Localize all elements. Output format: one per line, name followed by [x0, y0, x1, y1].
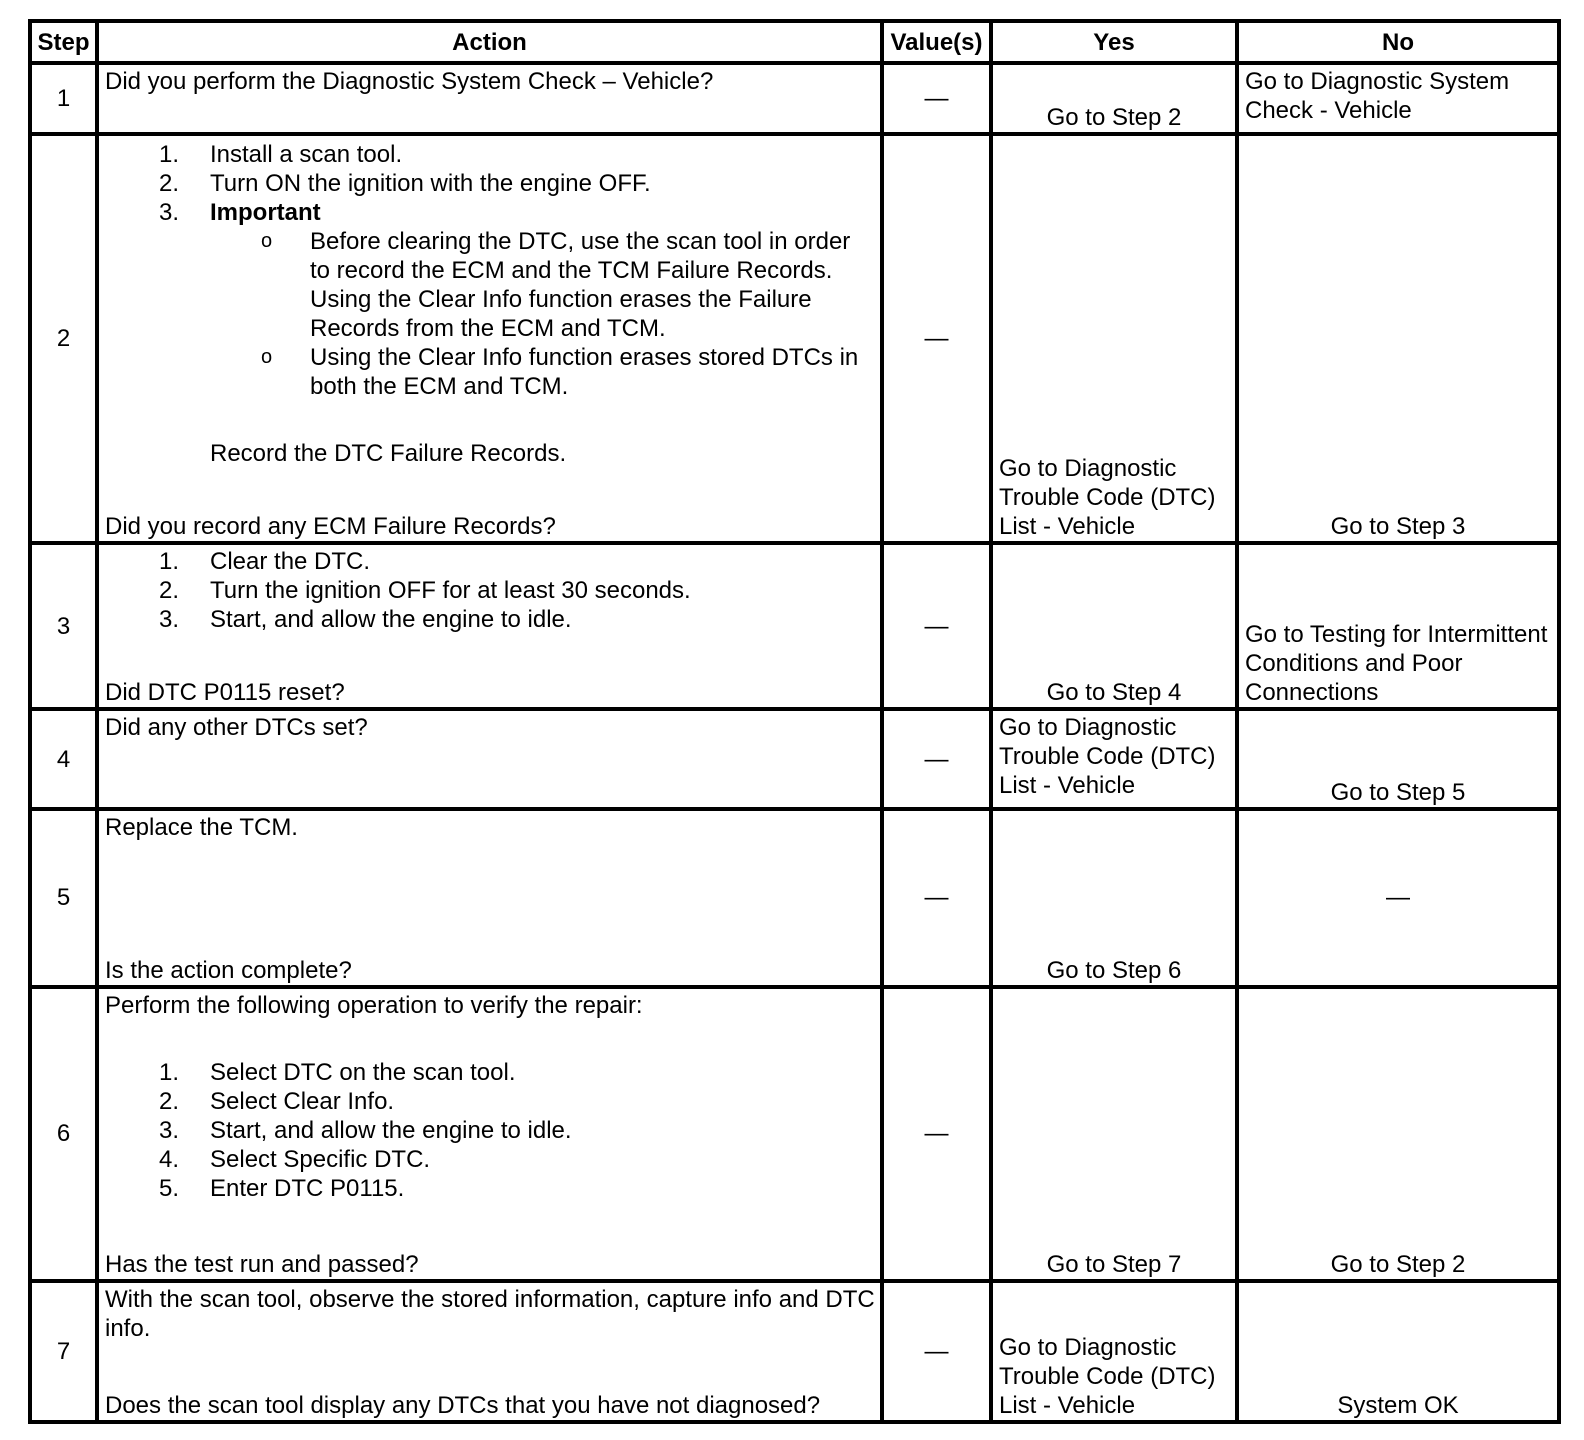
yes-cell: [991, 1281, 1237, 1422]
no-cell: —: [1237, 809, 1559, 987]
list-item: 1. Clear the DTC.: [159, 547, 371, 575]
action-cell: [97, 809, 882, 987]
yes-cell: [991, 709, 1237, 809]
no-cell: [1237, 709, 1559, 809]
yes-cell: [991, 543, 1237, 710]
step-number: 5: [30, 809, 97, 987]
yes-cell: [991, 134, 1237, 543]
no-text: Go to Step 2: [1330, 1250, 1466, 1278]
action-question: Does the scan tool display any DTCs that you have not diagnosed?: [105, 1392, 821, 1419]
action-question: Did DTC P0115 reset?: [105, 679, 345, 707]
no-text: Go to Testing for Intermittent Conditions and Poor Connections: [1245, 621, 1548, 707]
action-question: Is the action complete?: [105, 956, 352, 984]
no-text: Go to Diagnostic System Check - Vehicle: [1245, 68, 1510, 124]
table-row: [30, 987, 1559, 1281]
value-cell: —: [882, 63, 991, 134]
action-cell: [97, 1281, 882, 1422]
value-cell: —: [882, 987, 991, 1281]
action-steps-list: [105, 140, 876, 227]
value-cell: —: [882, 809, 991, 987]
no-cell: [1237, 1281, 1559, 1422]
list-item: o Using the Clear Info function erases stored DTCs in both the ECM and TCM.: [261, 344, 859, 401]
yes-text: Go to Diagnostic Trouble Code (DTC) List - Vehicle: [999, 454, 1216, 540]
value-cell: —: [882, 543, 991, 710]
no-text: System OK: [1337, 1392, 1459, 1419]
no-cell: [1237, 987, 1559, 1281]
list-item: 3. Important: [159, 199, 321, 227]
action-steps-list: [105, 547, 876, 634]
header-yes: Yes: [991, 21, 1237, 63]
table-row: [30, 63, 1559, 134]
list-item: 3. Start, and allow the engine to idle.: [159, 1116, 572, 1144]
table-row: [30, 543, 1559, 710]
header-no: No: [1237, 21, 1559, 63]
no-cell: [1237, 543, 1559, 710]
action-question: Did you record any ECM Failure Records?: [105, 512, 556, 540]
action-note: Record the DTC Failure Records.: [210, 440, 567, 468]
action-text: With the scan tool, observe the stored information, capture info and DTC info.: [105, 1285, 875, 1342]
yes-text: Go to Step 7: [1046, 1250, 1182, 1278]
list-item: 1. Install a scan tool.: [159, 141, 403, 169]
yes-text: Go to Diagnostic Trouble Code (DTC) List - Vehicle: [999, 714, 1216, 800]
action-question: Has the test run and passed?: [105, 1250, 419, 1278]
action-cell: [97, 63, 882, 134]
header-action: Action: [97, 21, 882, 63]
step-number: 2: [30, 134, 97, 543]
yes-text: Go to Step 4: [1046, 679, 1182, 707]
important-notes-list: [105, 227, 876, 401]
yes-text: Go to Step 6: [1046, 956, 1182, 984]
table-row: [30, 709, 1559, 809]
list-item: 3. Start, and allow the engine to idle.: [159, 605, 572, 633]
list-item: o Before clearing the DTC, use the scan tool in order to record the ECM and the TCM Failure Records. Using the Clear Info function erases the Failure Records from the ECM and TCM.: [261, 228, 851, 343]
header-row: [30, 21, 1559, 63]
list-item: 2. Select Clear Info.: [159, 1087, 395, 1115]
yes-text: Go to Diagnostic Trouble Code (DTC) List - Vehicle: [999, 1334, 1216, 1419]
action-text: Perform the following operation to verify the repair:: [105, 991, 643, 1019]
no-text: Go to Step 3: [1330, 512, 1466, 540]
no-text: Go to Step 5: [1330, 779, 1466, 807]
value-cell: —: [882, 1281, 991, 1422]
list-item: 4. Select Specific DTC.: [159, 1145, 431, 1173]
step-number: 6: [30, 987, 97, 1281]
header-step: Step: [30, 21, 97, 63]
action-cell: [97, 709, 882, 809]
yes-cell: [991, 809, 1237, 987]
action-text: Did any other DTCs set?: [105, 714, 368, 742]
action-text: Replace the TCM.: [105, 814, 298, 842]
action-text: Did you perform the Diagnostic System Check – Vehicle?: [105, 68, 714, 95]
list-item: 2. Turn ON the ignition with the engine OFF.: [159, 170, 651, 198]
value-cell: —: [882, 134, 991, 543]
step-number: 3: [30, 543, 97, 710]
table-row: [30, 809, 1559, 987]
action-cell: [97, 134, 882, 543]
yes-text: Go to Step 2: [1046, 104, 1182, 132]
list-item: 1. Select DTC on the scan tool.: [159, 1058, 516, 1086]
yes-cell: [991, 987, 1237, 1281]
action-cell: [97, 987, 882, 1281]
list-item: 5. Enter DTC P0115.: [159, 1174, 405, 1202]
header-values: Value(s): [882, 21, 991, 63]
yes-cell: [991, 63, 1237, 134]
diagnostic-table: [28, 19, 1561, 1424]
no-cell: [1237, 134, 1559, 543]
important-label: Important: [210, 199, 321, 227]
value-cell: —: [882, 709, 991, 809]
table-row: [30, 134, 1559, 543]
no-cell: [1237, 63, 1559, 134]
table-row: [30, 1281, 1559, 1422]
step-number: 1: [30, 63, 97, 134]
step-number: 7: [30, 1281, 97, 1422]
list-item: 2. Turn the ignition OFF for at least 30 seconds.: [159, 576, 691, 604]
action-cell: [97, 543, 882, 710]
step-number: 4: [30, 709, 97, 809]
action-steps-list: [105, 1058, 876, 1203]
